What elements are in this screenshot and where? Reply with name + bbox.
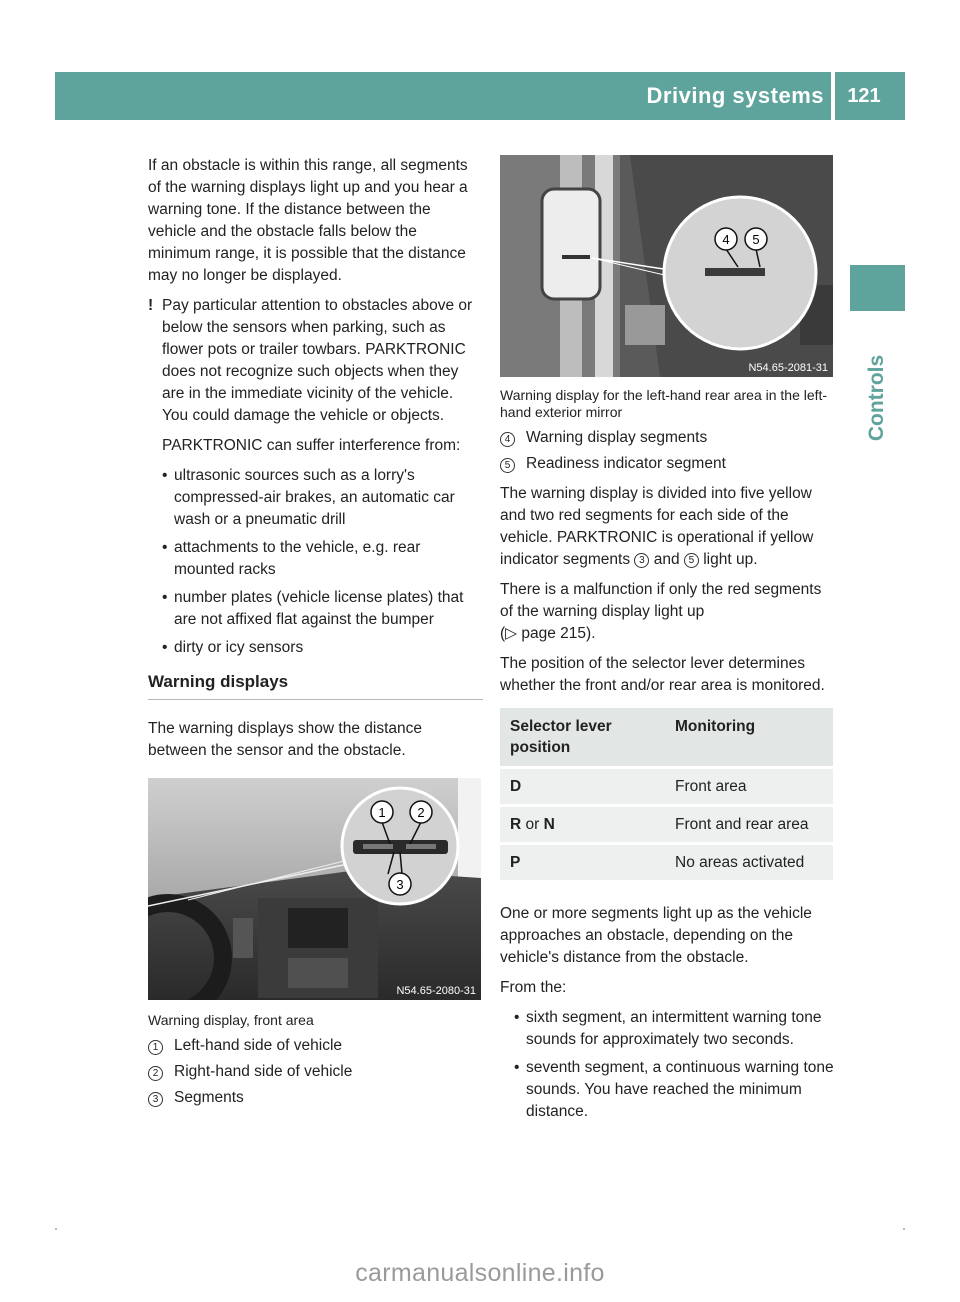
legend-number: 3 — [148, 1092, 163, 1107]
warning-paragraph — [148, 295, 483, 427]
legend-number: 5 — [500, 458, 515, 473]
legend-item — [148, 1061, 483, 1083]
legend-text: Segments — [174, 1089, 244, 1106]
position-value: P — [510, 854, 521, 871]
crop-mark — [903, 1228, 905, 1230]
dashboard-illustration — [148, 778, 481, 1000]
list-item: • ultrasonic sources such as a lorry's compressed-air brakes, an automatic car wash or a pneumatic drill — [162, 465, 483, 531]
position-value: D — [510, 778, 522, 795]
warning-text: Pay particular attention to obstacles above or below the sensors when parking, such as flower pots or trailer towbars. PARKTRONIC does not recognize such objects when they are in the immediate vicinity of the vehicle. You could damage the vehicle or objects. — [162, 297, 473, 424]
table-cell: No areas activated — [665, 845, 833, 880]
monitoring-table — [500, 705, 833, 883]
legend-number: 2 — [148, 1066, 163, 1081]
callout-3: 3 — [396, 877, 404, 892]
figure-code: N54.65-2081-31 — [748, 362, 828, 374]
table-cell — [500, 845, 665, 880]
callout-4: 4 — [722, 232, 730, 247]
table-cell: Front area — [665, 769, 833, 804]
legend-text: Warning display segments — [526, 429, 708, 446]
callout-1: 1 — [378, 805, 386, 820]
table-header: Monitoring — [665, 708, 833, 766]
callout-ref: 3 — [634, 553, 649, 568]
watermark: carmanualsonline.info — [355, 1259, 605, 1287]
chapter-title: Driving systems — [646, 83, 824, 108]
page-number: 121 — [847, 85, 881, 107]
side-tab — [863, 318, 891, 478]
legend-item — [148, 1087, 483, 1109]
warning-note — [148, 295, 483, 659]
table-cell: Front and rear area — [665, 807, 833, 842]
position-value: N — [543, 816, 555, 833]
figure-code: N54.65-2080-31 — [396, 985, 476, 997]
mirror-illustration — [500, 155, 833, 377]
figure-caption: Warning display for the left-hand rear area in the left-hand exterior mirror — [500, 387, 828, 420]
list-item: • attachments to the vehicle, e.g. rear mounted racks — [162, 537, 483, 581]
table-row — [500, 769, 833, 804]
table-header-row — [500, 708, 833, 766]
figure-caption: Warning display, front area — [148, 1012, 314, 1028]
list-item: • seventh segment, a continuous warning tone sounds. You have reached the minimum distance. — [514, 1057, 835, 1123]
callout-ref: 5 — [684, 553, 699, 568]
side-tab-label: Controls — [865, 354, 888, 442]
table-cell — [500, 807, 665, 842]
interference-intro: PARKTRONIC can suffer interference from: — [162, 437, 461, 454]
warning-icon: ! — [148, 297, 154, 314]
side-tab-marker — [850, 265, 905, 311]
legend-number: 4 — [500, 432, 515, 447]
legend-item — [500, 453, 835, 475]
table-row — [500, 845, 833, 880]
segments-text: and — [653, 551, 680, 568]
legend-item — [500, 427, 835, 449]
malfunction-paragraph — [500, 579, 835, 645]
figure-mirror — [500, 155, 833, 377]
legend-text: Right-hand side of vehicle — [174, 1063, 353, 1080]
table-cell — [500, 769, 665, 804]
callout-5: 5 — [752, 232, 760, 247]
selector-paragraph: The position of the selector lever determines whether the front and/or rear area is monitored. — [500, 655, 825, 694]
legend-text: Readiness indicator segment — [526, 455, 726, 472]
list-item: • number plates (vehicle license plates) that are not affixed flat against the bumper — [162, 587, 483, 631]
position-value: R — [510, 816, 522, 833]
page-reference[interactable]: (▷ page 215). — [500, 625, 596, 642]
list-item: • dirty or icy sensors — [162, 637, 483, 659]
table-header: Selector lever position — [500, 708, 665, 766]
legend-text: Left-hand side of vehicle — [174, 1037, 343, 1054]
segments-text: light up. — [703, 551, 758, 568]
table-row — [500, 807, 833, 842]
segments-paragraph — [500, 483, 835, 571]
segments-text: The warning display is divided into five yellow and two red segments for each side of the vehicle. PARKTRONIC is operational if yellow indicator segments — [500, 485, 814, 568]
from-list — [500, 1007, 835, 1123]
section-paragraph: The warning displays show the distance between the sensor and the obstacle. — [148, 720, 422, 759]
crop-mark — [55, 1228, 57, 1230]
callout-2: 2 — [417, 805, 425, 820]
figure-front-area — [148, 778, 481, 1000]
right-column — [500, 155, 835, 1129]
left-column — [148, 155, 483, 1113]
position-connector: or — [525, 816, 540, 833]
legend-item — [148, 1035, 483, 1057]
list-item: • sixth segment, an intermittent warning tone sounds for approximately two seconds. — [514, 1007, 835, 1051]
malfunction-text: There is a malfunction if only the red segments of the warning display light up — [500, 581, 822, 620]
legend-number: 1 — [148, 1040, 163, 1055]
intro-paragraph: If an obstacle is within this range, all segments of the warning displays light up and you hear a warning tone. If the distance between the vehicle and the obstacle falls below the minimum range, it is possible that the distance may no longer be displayed. — [148, 157, 468, 284]
interference-list — [162, 465, 483, 659]
section-heading: Warning displays — [148, 671, 483, 700]
from-paragraph: From the: — [500, 979, 567, 996]
segments-light-paragraph: One or more segments light up as the vehicle approaches an obstacle, depending on the vehicle's distance from the obstacle. — [500, 905, 812, 966]
